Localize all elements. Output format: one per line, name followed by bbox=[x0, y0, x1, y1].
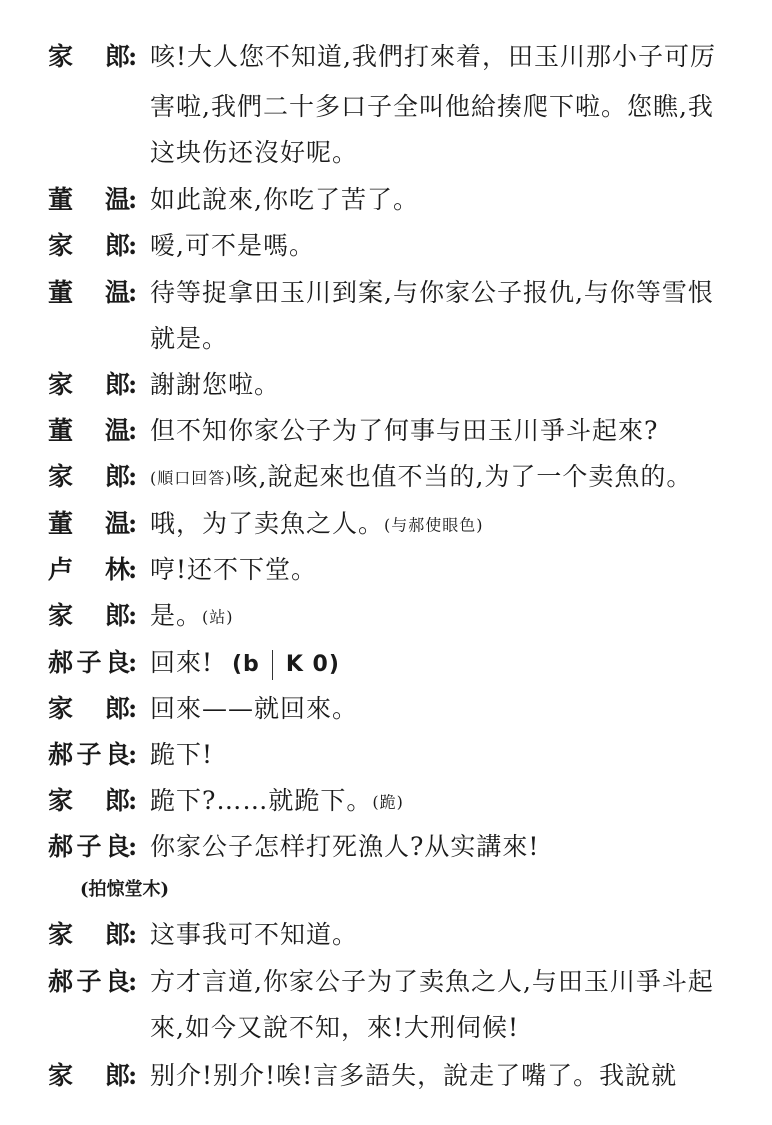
speech-text: 但不知你家公子为了何事与田玉川爭斗起來? bbox=[150, 416, 659, 445]
speech-text: 你家公子怎样打死漁人?从实講來! bbox=[150, 832, 540, 861]
colon: : bbox=[128, 740, 138, 769]
dialogue-line bbox=[0, 452, 772, 502]
colon: : bbox=[128, 462, 138, 491]
colon: : bbox=[128, 601, 138, 630]
dialogue-line bbox=[0, 591, 772, 641]
dialogue-line bbox=[0, 730, 772, 780]
speaker-name: 董 温 bbox=[48, 278, 130, 307]
speech-with-direction bbox=[150, 591, 234, 643]
dialogue-continuation bbox=[0, 314, 772, 364]
dialogue-line bbox=[0, 406, 772, 456]
speech-with-direction bbox=[150, 499, 484, 551]
colon: : bbox=[128, 278, 138, 307]
colon: : bbox=[128, 231, 138, 260]
stage-direction: (拍惊堂木) bbox=[80, 879, 170, 900]
dialogue-continuation bbox=[0, 82, 772, 132]
speaker-name: 董 温 bbox=[48, 416, 130, 445]
notation-right: K 0) bbox=[285, 652, 340, 677]
dialogue-line bbox=[0, 776, 772, 826]
colon: : bbox=[128, 1061, 138, 1090]
stage-direction: (与郝使眼色) bbox=[384, 515, 484, 535]
stage-direction-line bbox=[0, 865, 772, 915]
speech-text: 謝謝您啦。 bbox=[150, 370, 281, 399]
speaker-name: 家 郎 bbox=[48, 786, 130, 815]
colon: : bbox=[128, 694, 138, 723]
colon: : bbox=[128, 786, 138, 815]
speaker-name: 家 郎 bbox=[48, 694, 130, 723]
stage-direction: (順口回答) bbox=[150, 468, 233, 488]
speech-with-direction bbox=[150, 452, 692, 504]
colon: : bbox=[128, 920, 138, 949]
dialogue-line bbox=[0, 268, 772, 318]
colon: : bbox=[128, 416, 138, 445]
speech-text: 如此說來,你吃了苦了。 bbox=[150, 185, 419, 214]
dialogue-line bbox=[0, 684, 772, 734]
speaker-name: 家 郎 bbox=[48, 1061, 130, 1090]
speaker-name: 家 郎 bbox=[48, 920, 130, 949]
speech-text: 咳,說起來也值不当的,为了一个卖魚的。 bbox=[232, 462, 693, 491]
speaker-name: 郝 子 良 bbox=[48, 832, 130, 861]
dialogue-line bbox=[0, 910, 772, 960]
speech-text: 咳!大人您不知道,我們打來着，田玉川那小子可厉 bbox=[150, 42, 716, 71]
speaker-name: 家 郎 bbox=[48, 42, 130, 71]
dialogue-line bbox=[0, 221, 772, 271]
speech-text: 这事我可不知道。 bbox=[150, 920, 359, 949]
speech-text: 哼!还不下堂。 bbox=[150, 555, 318, 584]
speaker-name: 家 郎 bbox=[48, 462, 130, 491]
speaker-name: 家 郎 bbox=[48, 370, 130, 399]
dialogue-line bbox=[0, 175, 772, 225]
percussion-notation bbox=[232, 640, 340, 690]
speaker-name: 董 温 bbox=[48, 509, 130, 538]
dialogue-line bbox=[0, 638, 772, 688]
dialogue-line bbox=[0, 1051, 772, 1101]
speech-text: 这块伤还沒好呢。 bbox=[150, 138, 359, 167]
speech-text: 哦，为了卖魚之人。 bbox=[150, 509, 385, 538]
notation-left: (b bbox=[232, 652, 260, 677]
dialogue-line bbox=[0, 499, 772, 549]
speech-text: 回來——就回來。 bbox=[150, 694, 359, 723]
speaker-name: 卢 林 bbox=[48, 555, 130, 584]
dialogue-line bbox=[0, 545, 772, 595]
colon: : bbox=[128, 42, 138, 71]
speech-text: 是。 bbox=[150, 601, 203, 630]
speech-with-direction bbox=[150, 776, 404, 828]
dialogue-line bbox=[0, 360, 772, 410]
speech-text: 就是。 bbox=[150, 324, 229, 353]
stage-direction: (跪) bbox=[372, 792, 404, 812]
speaker-name: 董 温 bbox=[48, 185, 130, 214]
colon: : bbox=[128, 370, 138, 399]
speech-text: 方才言道,你家公子为了卖魚之人,与田玉川爭斗起 bbox=[150, 967, 714, 996]
speaker-name: 郝 子 良 bbox=[48, 967, 130, 996]
notation-barline bbox=[272, 650, 274, 680]
speaker-name: 家 郎 bbox=[48, 231, 130, 260]
speaker-name: 郝 子 良 bbox=[48, 648, 130, 677]
speech-text: 嗳,可不是嗎。 bbox=[150, 231, 315, 260]
speech-text: 跪下! bbox=[150, 740, 214, 769]
speech-text: 來,如今又說不知，來!大刑伺候! bbox=[150, 1013, 520, 1042]
speech-text: 待等捉拿田玉川到案,与你家公子报仇,与你等雪恨 bbox=[150, 278, 714, 307]
speech-text: 害啦,我們二十多口子全叫他給揍爬下啦。您瞧,我 bbox=[150, 92, 714, 121]
dialogue-continuation bbox=[0, 1003, 772, 1053]
colon: : bbox=[128, 509, 138, 538]
colon: : bbox=[128, 832, 138, 861]
stage-direction: (站) bbox=[202, 607, 234, 627]
colon: : bbox=[128, 555, 138, 584]
colon: : bbox=[128, 967, 138, 996]
speech-with-notation bbox=[150, 638, 340, 690]
speaker-name: 郝 子 良 bbox=[48, 740, 130, 769]
speech-text: 跪下?……就跪下。 bbox=[150, 786, 373, 815]
colon: : bbox=[128, 185, 138, 214]
dialogue-line bbox=[0, 957, 772, 1007]
dialogue-line bbox=[0, 32, 772, 82]
speech-text: 回來! bbox=[150, 648, 214, 677]
speech-text: 别介!别介!唉!言多語失，說走了嘴了。我說就 bbox=[150, 1061, 678, 1090]
speaker-name: 家 郎 bbox=[48, 601, 130, 630]
colon: : bbox=[128, 648, 138, 677]
dialogue-continuation bbox=[0, 128, 772, 178]
